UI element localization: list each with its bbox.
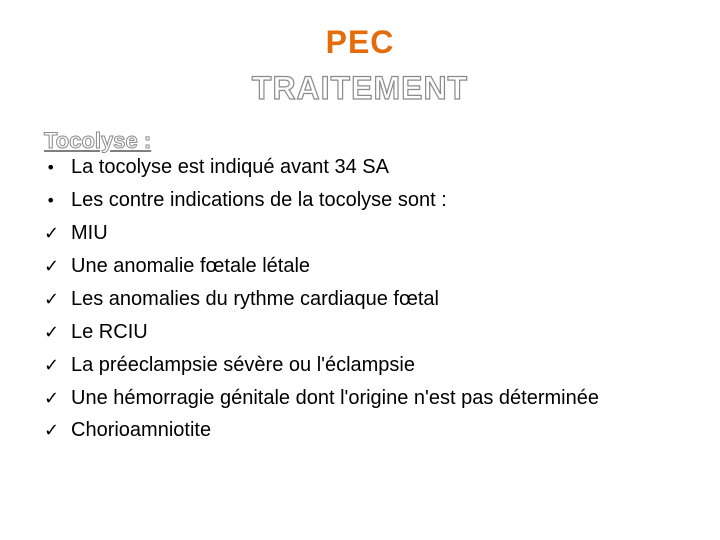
list-item-text: Chorioamniotite (71, 419, 212, 441)
checkmark-icon: ✓ (44, 322, 60, 343)
item-list (44, 156, 684, 442)
checkmark-icon: ✓ (44, 355, 60, 376)
list-item (44, 321, 684, 344)
list-item (44, 156, 684, 179)
slide-content (44, 128, 684, 452)
list-item-text: Une hémorragie génitale dont l'origine n'est pas déterminée (71, 387, 599, 409)
list-item (44, 288, 684, 311)
list-item-text: Une anomalie fœtale létale (71, 255, 311, 277)
bullet-icon: • (46, 191, 56, 210)
checkmark-icon: ✓ (44, 223, 60, 244)
list-item-text: La préeclampsie sévère ou l'éclampsie (71, 354, 415, 376)
list-item-text: Le RCIU (71, 321, 148, 343)
slide-subtitle: TRAITEMENT (251, 70, 469, 106)
list-item (44, 255, 684, 278)
list-item (44, 189, 684, 212)
checkmark-icon: ✓ (44, 289, 60, 310)
checkmark-icon: ✓ (44, 256, 60, 277)
list-item-text: Les anomalies du rythme cardiaque fœtal (71, 288, 439, 310)
list-item-text: MIU (71, 222, 108, 244)
list-item-text: La tocolyse est indiqué avant 34 SA (71, 156, 389, 178)
list-item (44, 387, 684, 410)
list-item (44, 354, 684, 377)
list-item (44, 419, 684, 442)
bullet-icon: • (46, 158, 56, 177)
list-item-text: Les contre indications de la tocolyse sont : (71, 189, 447, 211)
checkmark-icon: ✓ (44, 388, 60, 409)
slide-title: PEC (325, 24, 395, 60)
checkmark-icon: ✓ (44, 420, 60, 441)
section-heading: Tocolyse : (44, 128, 152, 153)
list-item (44, 222, 684, 245)
